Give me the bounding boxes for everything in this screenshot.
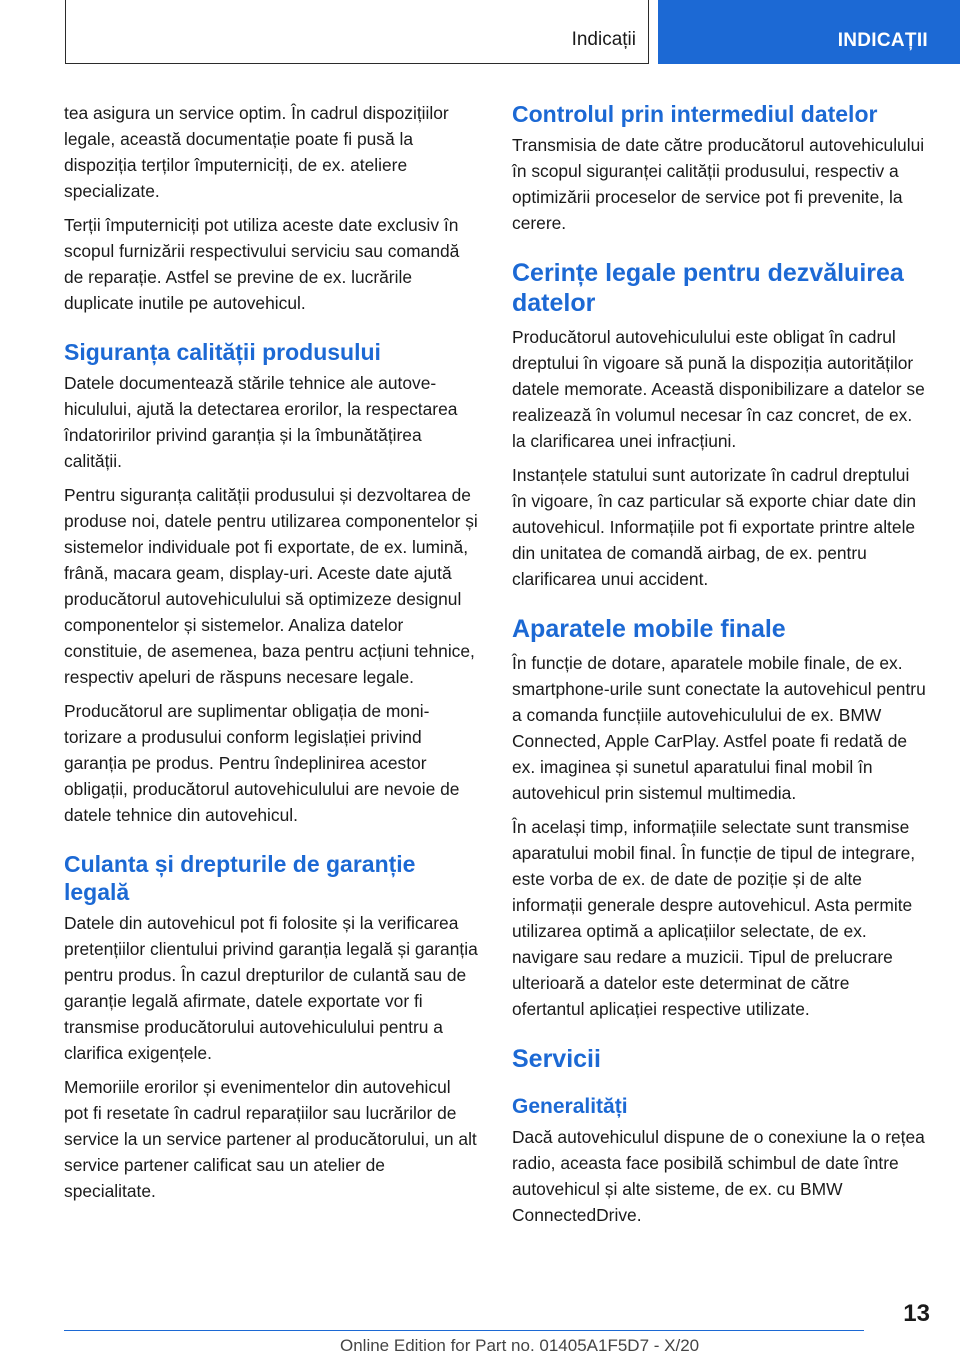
heading-product-quality: Siguranța calității produsului (64, 339, 381, 365)
paragraph: Dacă autovehiculul dispune de o conexiune la o rețea radio, aceasta face posibilă schimbul de date între autovehicul și alte sisteme, de ex. cu BMW ConnectedDrive. (512, 1127, 925, 1225)
paragraph: În același timp, informațiile selectate sunt transmise aparatului mobil final. În funcție de tipul de integrare, este vorba de ex. de date de poziție și de alte informații generale despre autovehicul. Asta permite utilizarea optimă a aplicațiilor selectate, de ex. navigare sau redare a muzicii. Tipul de prelucrare ulterioară a datelor este determinat de către ofertantul aplicației respective utilizate. (512, 817, 916, 1019)
heading-services: Servicii (512, 1045, 601, 1073)
page-number: 13 (903, 1300, 930, 1327)
header-section-box (65, 0, 649, 64)
heading-legal-requirements: Cerințe legale pentru dezvăluirea datelor (512, 259, 904, 317)
paragraph: Instanțele statului sunt autorizate în cadrul dreptului în vigoare, în caz particular să exporte chiar date din autovehicul. Informațiile pot fi exportate printre altele din unitatea de comandă airbag, de ex. pentru clarificarea unui accident. (512, 465, 917, 589)
paragraph: Memoriile erorilor și evenimentelor din autovehicul pot fi resetate în cadrul reparațiilor sau lucrărilor de service la un service partener al producătorului, un alt service partener calificat sau un atelier de specialitate. (64, 1077, 477, 1201)
paragraph: În funcție de dotare, aparatele mobile finale, de ex. smartphone-urile sunt conectate la autovehicul pentru a comanda funcțiile autovehiculului de ex. BMW Connected, Apple CarPlay. Astfel poate fi redată de ex. imaginea și sunetul aparatului final mobil în autovehicul prin sistemul multimedia. (512, 653, 926, 803)
section-title: Indicații (571, 29, 636, 50)
paragraph: Datele documentează stările tehnice ale autovehiculului, ajută la detectarea erorilor, la respectarea îndatoririlor privind garanția și la îmbunătățirea calității. (64, 373, 458, 471)
footer-edition: Online Edition for Part no. 01405A1F5D7 - X/20 (340, 1336, 700, 1355)
chapter-title: INDICAȚII (837, 30, 928, 51)
heading-warranty: Culanta și drepturile de garanție legală (64, 851, 416, 905)
paragraph: Datele din autovehicul pot fi folosite și la verificarea pretențiilor clientului privind garanția legală și garanția pentru produs. În cazul drepturilor de culantă sau de garanție legală afirmate, datele exportate vor fi transmise producătorului autovehiculului pentru a clarifica exigențele. (64, 913, 478, 1063)
paragraph: Pentru siguranța calității produsului și dezvoltarea de produse noi, datele pentru utilizarea componentelor și sistemelor individuale pot fi exportate, de ex. lumină, frână, macara geam, display-uri. Aceste date ajută producătorul autovehiculului să optimizeze designul componentelor și sistemelor. Analiza datelor constituie, de asemenea, baza pentru acțiuni tehnice, respectiv apeluri de răspuns necesare legale. (64, 485, 478, 687)
paragraph: Transmisia de date către producătorul autovehiculului în scopul siguranței calității produsului, respectiv a optimizării proceselor de service pot fi prevenite, la cerere. (512, 135, 925, 233)
left-column (64, 100, 478, 1212)
paragraph: Producătorul autovehiculului este obligat în cadrul dreptului în vigoare să pună la dispoziția autorităților datele memorate. Această disponibilizare a datelor se realizează în volumul necesar în caz concret, de ex. la clarificarea unei infracțiuni. (512, 327, 925, 451)
chapter-tab (658, 0, 960, 64)
paragraph: tea asigura un service optim. În cadrul dispozițiilor legale, această documentație poate fi pusă la dispoziția terților împuterniciți, de ex. ateliere specializate. (64, 103, 449, 201)
footer-divider (64, 1330, 864, 1331)
paragraph: Producătorul are suplimentar obligația de monitorizare a produsului conform legislației privind garanția pe produs. Pentru îndeplinirea acestor obligații, producătorul autovehiculului are nevoie de datele tehnice din autovehicul. (64, 701, 460, 825)
right-column (512, 100, 926, 1236)
paragraph: Terții împuterniciți pot utiliza aceste date exclusiv în scopul furnizării respectivului serviciu sau comandă de reparație. Astfel se previne de ex. lucrările duplicate inutile pe autovehicul. (64, 215, 460, 313)
heading-mobile-devices: Aparatele mobile finale (512, 615, 786, 643)
subheading-general: Generalități (512, 1095, 628, 1118)
heading-data-control: Controlul prin intermediul datelor (512, 101, 878, 127)
